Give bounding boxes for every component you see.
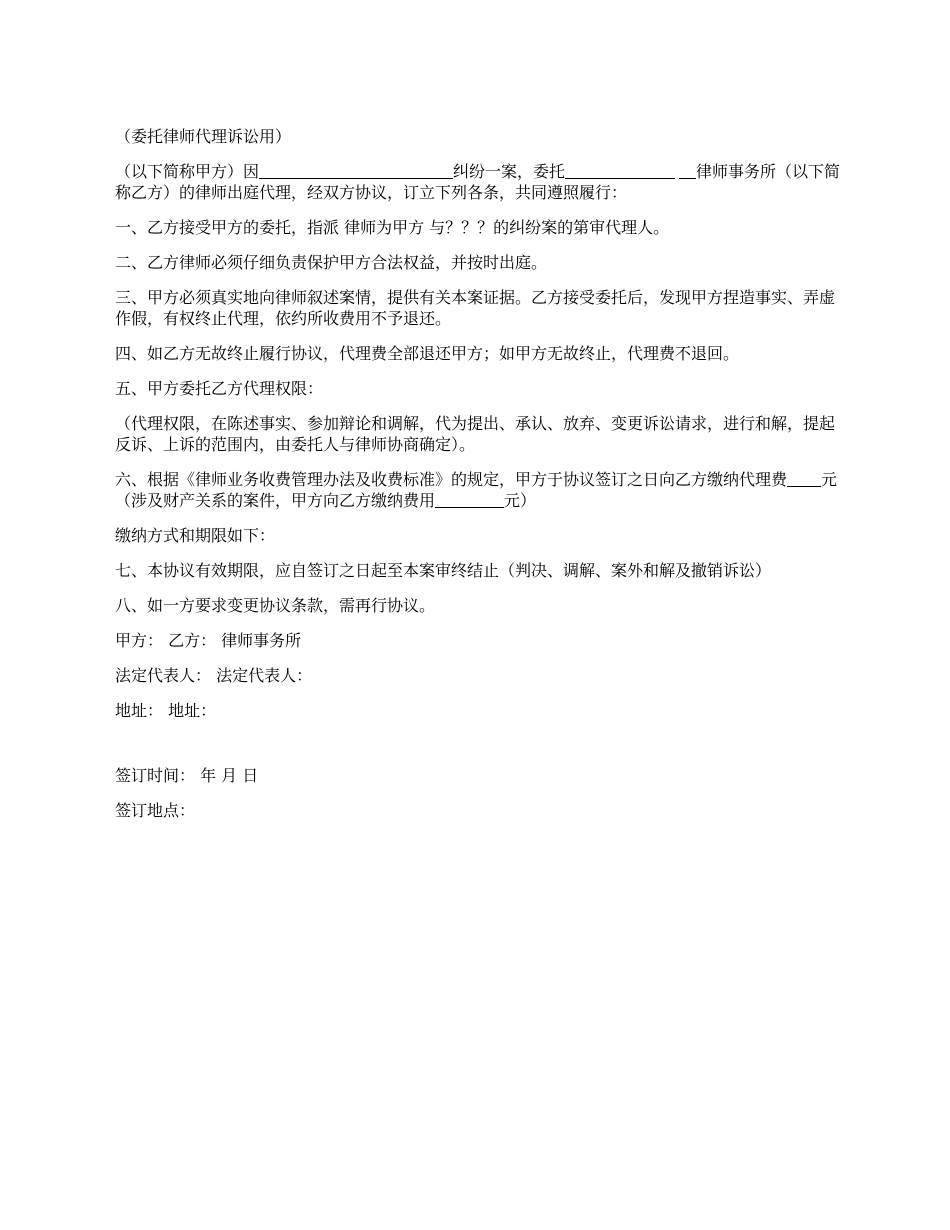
clause-6-text-3: 元） <box>504 491 537 510</box>
firm-name-blank-2 <box>679 162 696 179</box>
dispute-blank <box>259 162 453 179</box>
clause-2: 二、乙方律师必须仔细负责保护甲方合法权益，并按时出庭。 <box>115 253 548 272</box>
intro-text-2: 纠纷一案，委托 <box>453 162 566 181</box>
clause-5-detail: （代理权限，在陈述事实、参加辩论和调解，代为提出、承认、放弃、变更诉讼请求，进行和解，提起反诉、上诉的范围内，由委托人与律师协商确定）。 <box>115 414 836 454</box>
intro-text-1: （以下简称甲方）因 <box>115 162 260 181</box>
firm-name-blank <box>565 162 675 179</box>
address-line: 地址： 地址： <box>115 701 217 720</box>
fee-blank <box>787 470 821 487</box>
payment-method: 缴纳方式和期限如下： <box>115 526 276 545</box>
clause-6 <box>115 469 841 511</box>
signing-place: 签订地点： <box>115 801 196 820</box>
party-line: 甲方： 乙方： 律师事务所 <box>115 631 302 650</box>
intro-text-3: 律师事务所（以下简称乙方）的律师出庭代理，经双方协议，订立下列各条，共同遵照履行： <box>115 162 841 202</box>
clause-7: 七、本协议有效期限，应自签订之日起至本案审终结止（判决、调解、案外和解及撤销诉讼） <box>115 561 772 580</box>
clause-4: 四、如乙方无故终止履行协议，代理费全部退还甲方；如甲方无故终止，代理费不退回。 <box>115 344 740 363</box>
contract-document <box>115 126 841 835</box>
clause-3: 三、甲方必须真实地向律师叙述案情，提供有关本案证据。乙方接受委托后，发现甲方捏造事实、弄虚作假，有权终止代理，依约所收费用不予退还。 <box>115 288 836 328</box>
intro-paragraph <box>115 161 841 203</box>
spacer <box>115 735 841 765</box>
property-fee-blank <box>435 491 504 508</box>
representative-line: 法定代表人： 法定代表人： <box>115 666 313 685</box>
clause-5: 五、甲方委托乙方代理权限： <box>115 379 324 398</box>
clause-6-text-1: 六、根据《律师业务收费管理办法及收费标准》的规定，甲方于协议签订之日向乙方缴纳代理费 <box>115 470 788 489</box>
clause-6-text-2: 元（涉及财产关系的案件，甲方向乙方缴纳费用 <box>115 470 838 510</box>
clause-1: 一、乙方接受甲方的委托，指派 律师为甲方 与？？？的纠纷案的第审代理人。 <box>115 218 670 237</box>
document-subtitle: （委托律师代理诉讼用） <box>115 127 292 146</box>
signing-time: 签订时间： 年 月 日 <box>115 766 259 785</box>
clause-8: 八、如一方要求变更协议条款，需再行协议。 <box>115 596 436 615</box>
